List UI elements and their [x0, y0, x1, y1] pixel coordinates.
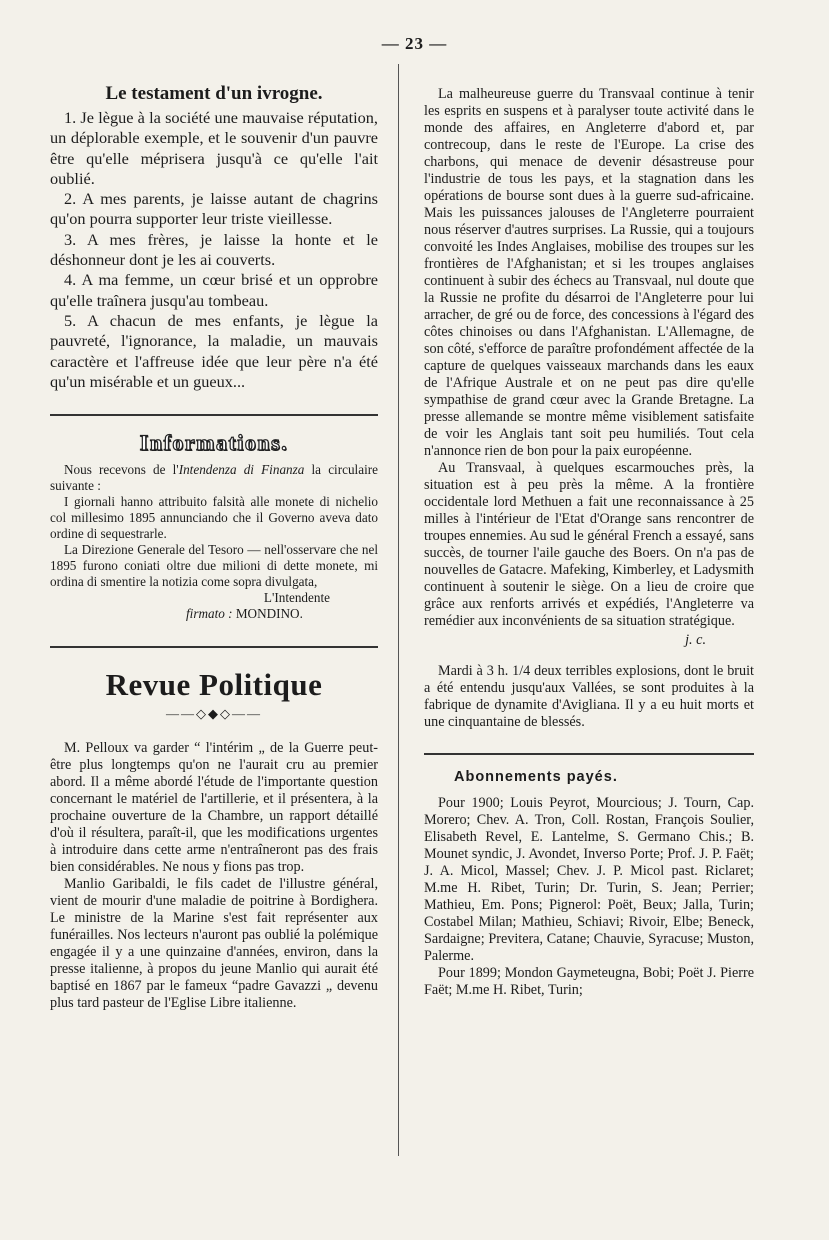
article-signature: j. c.: [685, 632, 706, 648]
abonnements-section: [424, 769, 754, 999]
testament-item-1: 1. Je lègue à la société une mauvaise réputation, un déplorable exemple, et le souvenir d'un pauvre être qu'elle méprisera jusqu'à ce qu'elle l'ait oublié.: [50, 108, 378, 188]
left-column: [50, 82, 378, 1012]
testament-item-2: 2. A mes parents, je laisse autant de chagrins qu'on pourra supporter leur triste vieillesse.: [50, 189, 378, 229]
transvaal-para-2: Au Transvaal, à quelques escarmouches près, la situation est à peu près la même. A la frontière occidentale lord Methuen a fait une reconnaissance à 25 milles à l'intérieur de l'Etat d'Orange sans rencontrer de troupes ennemies. Au sud le général French a essayé, sans succès, de tourner l'aile gauche des Boers. On n'a pas de nouvelles de Gatacre. Mafeking, Kimberley, et Ladysmith continuent à soutenir le siège. On a lieu de croire que grâce aux renforts arrivés et expédiés, l'Angleterre va remédier aux inconvénients de sa situation stratégique.: [424, 460, 754, 629]
title-ornament: ——◇◆◇——: [166, 706, 262, 722]
abonnements-1900: Pour 1900; Louis Peyrot, Mourcious; J. Tourn, Cap. Morero; Chev. A. Tron, Coll. Rostan, François Soulier, Elisabeth Revel, E. Lantelme, S. Germano Chis.; B. Mounet syndic, J. Avondet, Inverso Porte; Prof. J. P. Faët; J. A. Micol, Massel; Chev. J. P. Micol past. Riclaret; M.me H. Ribet, Turin; Dr. Turin, S. Jean; Perrier; Mathieu, Em. Pons; Pignerol: Poët, Beux; Jalla, Turin; Costabel Milan; Mathieu, Schiavi; Rivoir, Elbe; Beneck, Sardaigne; Previtera, Catane; Chauvie, Syracuse; Muston, Palerme.: [424, 795, 754, 964]
testament-item-3: 3. A mes frères, je laisse la honte et le déshonneur dont je les ai couverts.: [50, 229, 378, 270]
transvaal-para-1: La malheureuse guerre du Transvaal continue à tenir les esprits en suspens et à paralyser toute activité dans le monde des affaires, en Angleterre d'abord et, par contrecoup, dans le reste de l'Europe. La crise des charbons, qui menace de devenir désastreuse pour l'industrie de tous les pays, et la stagnation dans les opérations de bourse sont dues à la guerre sud-africaine. Mais les puissances jalouses de l'Angleterre pourraient nous réserver d'autres surprises. La Russie, qui a toujours convoité les Indes Anglaises, mobilise des troupes sur les frontières de l'Afghanistan; et si les troupes anglaises continuent à subir des échecs au Transvaal, nul doute que la Russie ne profite du désarroi de l'Angleterre pour lui arracher, de gré ou de force, des concessions à l'égard des côtes chinoises ou dans l'Afghanistan. L'Allemagne, de son côté, s'efforce de paraître profondément affectée de la capture de quelques vaisseaux marchands dans les eaux de l'Afrique Australe et on ne peut pas dire qu'elle sympathise de grand cœur avec la Grande Bretagne. La presse allemande se montre même visiblement satisfaite de voir les Anglais tant soit peu humiliés. Tout cela n'annonce rien de bon pour la paix européenne.: [424, 86, 754, 459]
testament-article: [50, 82, 378, 392]
column-divider: [398, 64, 399, 1156]
explosion-news: Mardi à 3 h. 1/4 deux terribles explosions, dont le bruit a été entendu jusqu'aux Vallées, se sont produites à la fabrique de dynamite d'Avigliana. Il y a eu huit morts et une cinquantaine de blessés.: [424, 663, 754, 730]
abonnements-title: Abonnements payés.: [454, 769, 618, 785]
page-number: — 23 —: [381, 34, 448, 53]
informations-para-1: I giornali hanno attribuito falsità alle monete di nichelio col millesimo 1895 annunciando che il Governo aveva dato ordine di sequestrarle.: [50, 494, 378, 542]
revue-title: Revue Politique: [105, 667, 323, 703]
revue-para-1: M. Pelloux va garder “ l'intérim „ de la Guerre peut-être plus longtemps qu'on ne l'aurait cru au premier abord. Il a même abordé l'étude de l'importante question concernant le matériel de l'artillerie, et il présentera, à la prochaine ouverture de la Chambre, un rapport détaillé d'où il résultera, paraît-il, que les modifications urgentes à introduire dans cette arme n'entraîneront pas des frais bien considérables. Ne nous y fions pas trop.: [50, 740, 378, 876]
section-rule: [50, 414, 378, 416]
signature-title: L'Intendente: [263, 590, 330, 606]
abonnements-1899: Pour 1899; Mondon Gaymeteugna, Bobi; Poët J. Pierre Faët; M.me H. Ribet, Turin;: [424, 965, 754, 998]
right-column: [424, 86, 754, 999]
informations-intro: Nous recevons de l'Intendenza di Finanza la circulaire suivante :: [50, 462, 378, 494]
informations-article: [50, 430, 378, 622]
testament-item-4: 4. A ma femme, un cœur brisé et un opprobre qu'elle traînera jusqu'au tombeau.: [50, 270, 378, 310]
section-rule: [50, 646, 378, 648]
informations-title: Informations.: [139, 430, 289, 456]
informations-para-2: La Direzione Generale del Tesoro — nell'osservare che nel 1895 furono coniati oltre due milioni di dette monete, mi ordina di smentire la notizia come sopra divulgata,: [50, 542, 378, 590]
signature-line: firmato : MONDINO.: [186, 606, 303, 622]
testament-title: Le testament d'un ivrogne.: [105, 83, 323, 104]
revue-para-2: Manlio Garibaldi, le fils cadet de l'illustre général, vient de mourir d'une maladie de poitrine à Bordighera. Le ministre de la Marine s'est fait représenter aux funérailles. Nos lecteurs n'auront pas oublié la polémique engagée il y a une quinzaine d'années, environ, dans la presse italienne, à propos du jeune Manlio qui aurait été baptisé en 1867 par le fameux “padre Gavazzi „ devenu plus tard pasteur de l'Eglise Libre italienne.: [50, 876, 378, 1012]
testament-item-5: 5. A chacun de mes enfants, je lègue la pauvreté, l'ignorance, la maladie, un mauvais caractère et l'affreuse idée que leur père n'a été qu'un misérable et un gueux...: [50, 310, 378, 391]
revue-article: [50, 666, 378, 1012]
section-rule: [424, 753, 754, 755]
